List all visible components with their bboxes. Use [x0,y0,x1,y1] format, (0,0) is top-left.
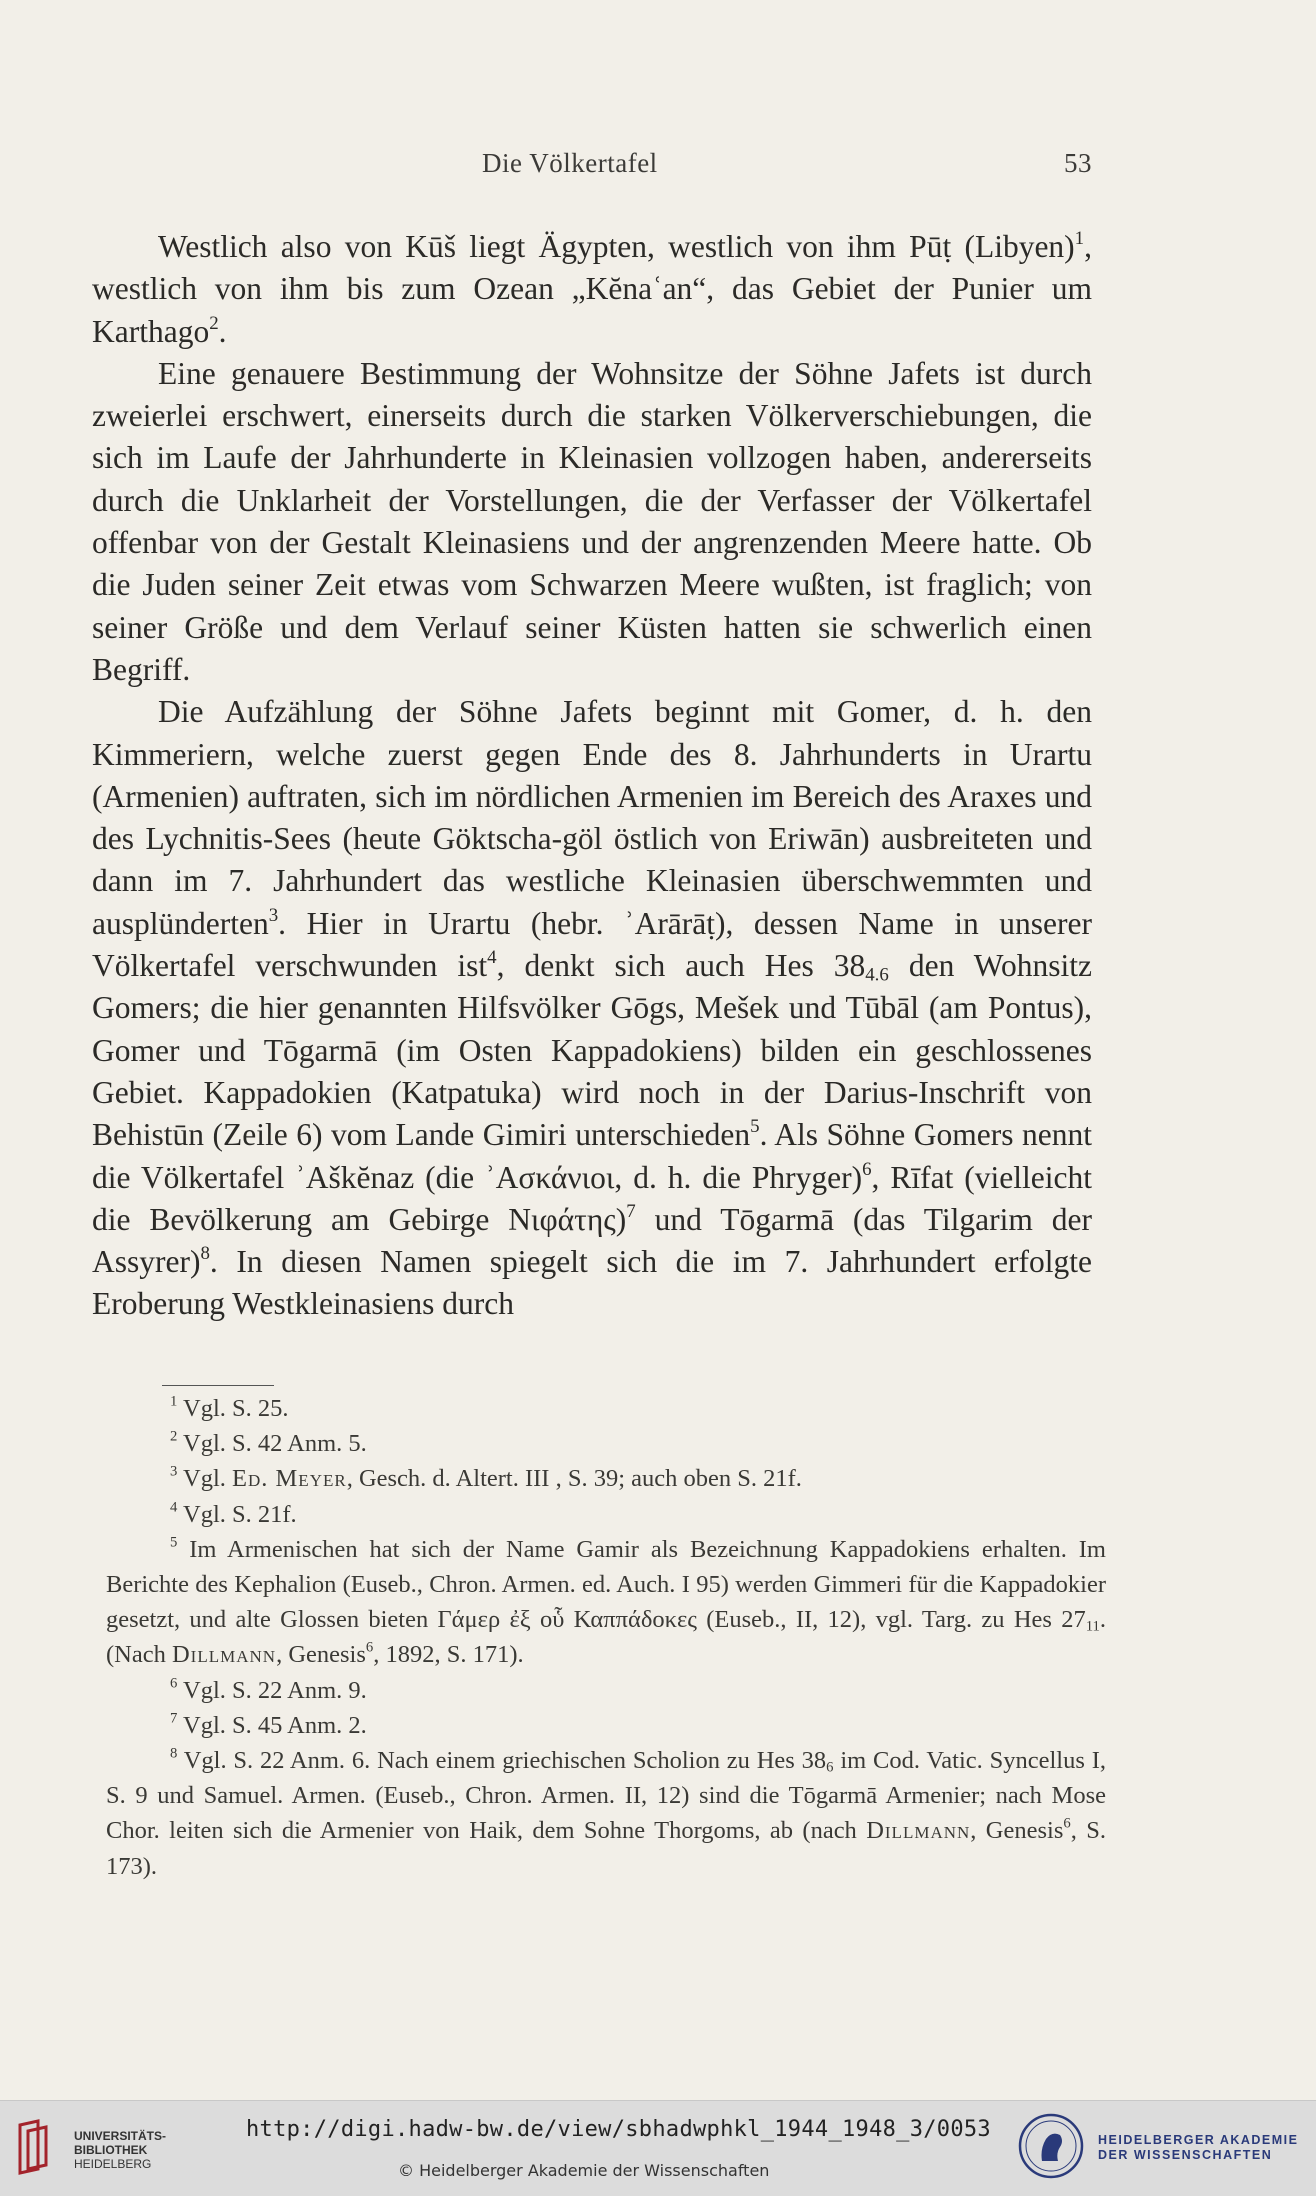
footnote-ref: 4 [487,946,497,968]
university-library-logo-icon[interactable] [14,2117,54,2177]
page-number: 53 [1064,148,1092,178]
footnote-ref: 5 [750,1116,760,1138]
footnote-4: $^4$ Vgl. S. 21f. [170,1499,297,1528]
footnote-5: $^5$ Im Armenischen hat sich der Name Gamir als Bezeichnung Kappadokiens erhalten. Im Berichte des Kephalion (Euseb., Chron. Armen. ed. Auch. I 95) werden Gimmeri für die Kappadokier gesetzt, und alte Glossen bieten Γάμερ ἐξ οὗ Καππάδοκες (Euseb., II, 12), vgl. Targ. zu Hes $27_{11}$. (Nach Dillmann, Genesis$^6$, 1892, S. 171). [106,1534,1106,1669]
verse-subscript: 4.6 [865,964,889,986]
academy-name: HEIDELBERGER AKADEMIE DER WISSENSCHAFTEN [1098,2133,1299,2162]
viewer-footer [0,2100,1316,2196]
paragraph-3: Die Aufzählung der Söhne Jafets beginnt mit Gomer, d. h. den Kimmeriern, welche zuerst gegen Ende des 8. Jahrhunderts in Urartu (Armenien) auftraten, sich im nördlichen Armenien im Bereich des Araxes und des Lychnitis-Sees (heute Göktscha-göl östlich von Eriwān) ausbreiteten und dann im 7. Jahrhundert das westliche Kleinasien überschwemmten und ausplünderten$^3$. Hier in Urartu (hebr. ʾArārāṭ), dessen Name in unserer Völkertafel verschwunden ist$^4$, denkt sich auch Hes $38_{4.6}$ den Wohnsitz Gomers; die hier genannten Hilfsvölker Gōgs, Mešek und Tūbāl (am Pontus), Gomer und Tōgarmā (im Osten Kappadokiens) bilden ein geschlossenes Gebiet. Kappadokien (Katpatuka) wird noch in der Darius-Inschrift von Behistūn (Zeile 6) vom Lande Gimiri unterschieden$^5$. Als Söhne Gomers nennt die Völkertafel ʾAškĕnaz (die ʾΑσκάνιοι, d. h. die Phryger)$^6$, Rīfat (vielleicht die Bevölkerung am Gebirge Νιφάτης)$^7$ und Tōgarmā (das Tilgarim der Assyrer)$^8$. In diesen Namen spiegelt sich die im 7. Jahrhundert erfolgte Eroberung Westkleinasiens durch [92,694,1092,1322]
footnotes [106,1391,1106,1884]
footnote-ref: 8 [200,1242,210,1264]
footnote-2: $^2$ Vgl. S. 42 Anm. 5. [170,1428,367,1458]
footnote-ref: 6 [862,1158,872,1180]
running-title: Die Völkertafel [482,148,658,178]
footnote-divider [162,1385,274,1386]
footnote-7: $^7$ Vgl. S. 45 Anm. 2. [170,1710,367,1739]
main-text [92,226,1092,1326]
paragraph-1: Westlich also von Kūš liegt Ägypten, westlich von ihm Pūṭ (Libyen)$^1$, westlich von ihm bis zum Ozean „Kĕnaʿan“, das Gebiet der Punier um Karthago$^2$. [92,227,1092,349]
footnote-3: $^3$ Vgl. Ed. Meyer, Gesch. d. Altert. III , S. 39; auch oben S. 21f. [170,1464,802,1493]
footnote-ref: 7 [626,1200,636,1222]
paragraph-2: Eine genauere Bestimmung der Wohnsitze der Söhne Jafets ist durch zweierlei erschwert, einerseits durch die starken Völkerverschiebungen, die sich im Laufe der Jahrhunderte in Kleinasien vollzogen haben, andererseits durch die Unklarheit der Vorstellungen, die der Verfasser der Völkertafel offenbar von der Gestalt Kleinasiens und der angrenzenden Meere hatte. Ob die Juden seiner Zeit etwas vom Schwarzen Meere wußten, ist fraglich; von seiner Größe und dem Verlauf seiner Küsten hatten sie schwerlich einen Begriff. [92,355,1092,687]
copyright-notice: © Heidelberger Akademie der Wissenschaften [398,2161,770,2180]
footnote-ref: 1 [1074,227,1085,249]
footnote-ref: 2 [209,312,219,334]
footnote-ref: 3 [268,904,279,926]
footnote-6: $^6$ Vgl. S. 22 Anm. 9. [170,1675,367,1704]
university-library-name: UNIVERSITÄTS- BIBLIOTHEK HEIDELBERG [74,2129,167,2171]
footnote-1: $^1$ Vgl. S. 25. [170,1393,289,1422]
permalink-url[interactable]: http://digi.hadw-bw.de/view/sbhadwphkl_1944_1948_3/0053 [246,2117,991,2142]
academy-seal-icon[interactable] [1018,2113,1084,2179]
footnote-8: $^8$ Vgl. S. 22 Anm. 6. Nach einem griechischen Scholion zu Hes $38_6$ im Cod. Vatic. Syncellus I, S. 9 und Samuel. Armen. (Euseb., Chron. Armen. II, 12) sind die Tōgarmā Armenier; nach Mose Chor. leiten sich die Armenier von Haik, dem Sohne Thorgoms, ab (nach Dillmann, Genesis$^6$, S. 173). [106,1745,1106,1880]
